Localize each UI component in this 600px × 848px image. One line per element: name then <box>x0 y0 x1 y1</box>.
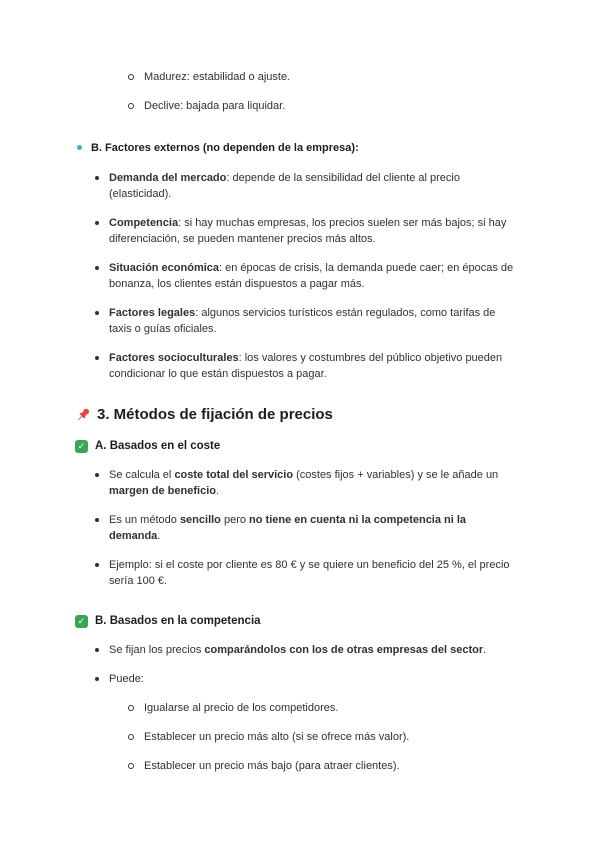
factores-externos-heading-text: B. Factores externos (no dependen de la empresa): <box>91 142 359 154</box>
list-item-text: Situación económica: en épocas de crisis, la demanda puede caer; en épocas de bonanza, los clientes están dispuestos a pagar más. <box>109 262 514 290</box>
competencia-sub-list <box>128 700 515 774</box>
accent-bullet-icon <box>77 145 82 150</box>
solid-bullet-icon <box>95 648 99 652</box>
check-icon: ✓ <box>75 440 88 453</box>
hollow-bullet-icon <box>128 74 134 80</box>
check-icon: ✓ <box>75 615 88 628</box>
list-item <box>95 671 515 687</box>
list-item-text: Puede: <box>109 673 144 685</box>
list-item <box>128 69 515 85</box>
list-item <box>128 98 515 114</box>
hollow-bullet-icon <box>128 734 134 740</box>
list-item-text: Se fijan los precios comparándolos con los de otras empresas del sector. <box>109 644 487 656</box>
list-item <box>95 642 515 658</box>
list-item-text: Factores socioculturales: los valores y costumbres del público objetivo pueden condicionar lo que están dispuestos a pagar. <box>109 352 503 380</box>
list-item-text: Se calcula el coste total del servicio (costes fijos + variables) y se le añade un margen de beneficio. <box>109 469 499 497</box>
solid-bullet-icon <box>95 563 99 567</box>
solid-bullet-icon <box>95 221 99 225</box>
factores-externos-list <box>95 170 515 382</box>
list-item <box>95 512 515 544</box>
pushpin-icon <box>75 407 91 423</box>
solid-bullet-icon <box>95 356 99 360</box>
list-item-text: Factores legales: algunos servicios turísticos están regulados, como tarifas de taxis o guías oficiales. <box>109 307 496 335</box>
list-item <box>128 758 515 774</box>
list-item-text: Establecer un precio más alto (si se ofrece más valor). <box>144 731 410 743</box>
list-item-text: Demanda del mercado: depende de la sensibilidad del cliente al precio (elasticidad). <box>109 172 460 200</box>
subsection-competencia-heading-text: B. Basados en la competencia <box>95 615 261 627</box>
list-item-text: Establecer un precio más bajo (para atraer clientes). <box>144 760 400 772</box>
competencia-list <box>95 642 515 687</box>
list-item <box>95 260 515 292</box>
list-item <box>128 729 515 745</box>
solid-bullet-icon <box>95 518 99 522</box>
hollow-bullet-icon <box>128 103 134 109</box>
list-item <box>95 350 515 382</box>
solid-bullet-icon <box>95 311 99 315</box>
list-item-text: Es un método sencillo pero no tiene en cuenta ni la competencia ni la demanda. <box>109 514 467 542</box>
list-item <box>128 700 515 716</box>
list-item <box>95 467 515 499</box>
list-item-text: Igualarse al precio de los competidores. <box>144 702 339 714</box>
solid-bullet-icon <box>95 677 99 681</box>
list-item <box>95 170 515 202</box>
factores-externos-heading <box>77 140 515 156</box>
list-item-text: Ejemplo: si el coste por cliente es 80 € y se quiere un beneficio del 25 %, el precio sería 100 €. <box>109 559 510 587</box>
list-item-text: Madurez: estabilidad o ajuste. <box>144 71 291 83</box>
list-item <box>95 557 515 589</box>
list-item <box>95 215 515 247</box>
lifecycle-sub-list <box>128 69 515 114</box>
list-item <box>95 305 515 337</box>
section-3-heading <box>75 404 515 426</box>
solid-bullet-icon <box>95 473 99 477</box>
subsection-competencia-heading <box>75 613 515 629</box>
hollow-bullet-icon <box>128 763 134 769</box>
subsection-coste-heading-text: A. Basados en el coste <box>95 440 221 452</box>
solid-bullet-icon <box>95 176 99 180</box>
solid-bullet-icon <box>95 266 99 270</box>
list-item-text: Declive: bajada para liquidar. <box>144 100 286 112</box>
coste-list <box>95 467 515 589</box>
hollow-bullet-icon <box>128 705 134 711</box>
list-item-text: Competencia: si hay muchas empresas, los precios suelen ser más bajos; si hay diferenciación, se pueden mantener precios más altos. <box>109 217 507 245</box>
section-3-heading-text: 3. Métodos de fijación de precios <box>97 406 333 423</box>
subsection-coste-heading <box>75 438 515 454</box>
